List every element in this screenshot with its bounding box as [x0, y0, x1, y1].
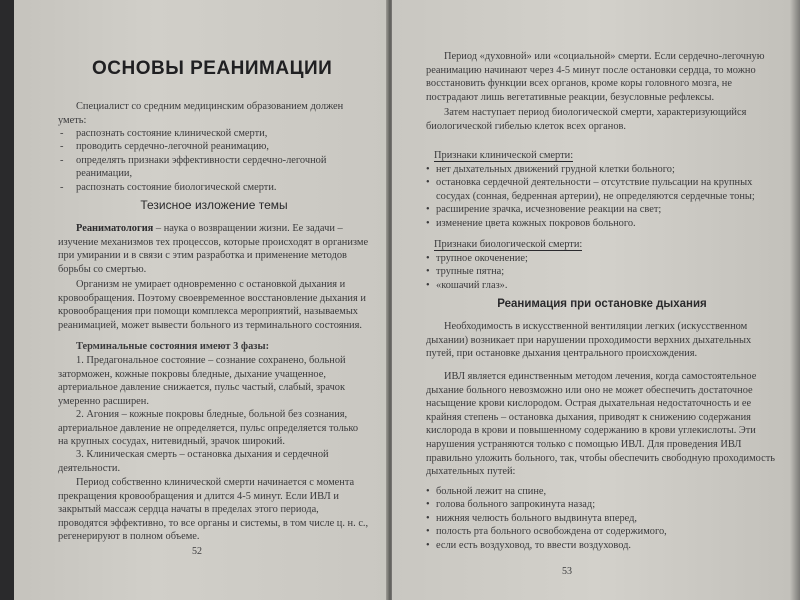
list-item: • трупное окоченение;: [426, 252, 778, 265]
bio-signs-list: [426, 252, 778, 292]
right-page-edge: [790, 0, 800, 600]
paragraph: ИВЛ является единственным методом лечения, когда самостоятельное дыхание больного невозможно или оно не может обеспечить достаточное насыщение крови кислородом. Острая дыхательная недостаточность и ее крайняя степень – остановка дыхания, приводят к снижению содержания кислорода в крови и повышенному содержанию в крови углекислоты. Эти нарушения устраняются только с помощью ИВЛ. Для проведения ИВЛ правильно уложить больного, так, чтобы обеспечить свободную проходимость дыхательных путей:: [426, 371, 776, 478]
left-page-edge: [0, 0, 14, 600]
clinical-heading-text: Признаки клинической смерти:: [434, 150, 574, 161]
page-number: 53: [562, 566, 572, 577]
list-item: • нижняя челюсть больного выдвинута вперед,: [426, 512, 778, 525]
clinical-signs-list: [426, 163, 778, 230]
term-definition: – наука о возвращении жизни. Ее задачи – изучение механизмов тех процессов, которые происходят в организме при умирании и в связи с этим разработка и применение методов борьбы со смертью.: [58, 223, 369, 275]
section-heading: Реанимация при остановке дыхания: [497, 298, 707, 310]
phase-item: 1. Предагональное состояние – сознание сохранено, больной заторможен, кожные покровы бледные, дыхание учащенное, артериальное давление снижается, пульс частый, слабый, зрачок умеренно расширен.: [58, 355, 346, 407]
list-item: - определять признаки эффективности сердечно-легочной реанимации,: [58, 154, 370, 181]
right-page: [392, 0, 800, 600]
intro-line: Специалист со средним медицинским образованием должен уметь:: [58, 101, 344, 126]
page-title: ОСНОВЫ РЕАНИМАЦИИ: [92, 58, 333, 79]
paragraph: [58, 222, 370, 276]
list-item: • если есть воздуховод, то ввести воздуховод.: [426, 539, 778, 552]
list-item: • полость рта больного освобождена от содержимого,: [426, 525, 778, 538]
section-heading: Тезисное изложение темы: [140, 198, 288, 212]
phase-item: 2. Агония – кожные покровы бледные, больной без сознания, артериальное давление не определяется, пульс определяется только на крупных сосудах, нитевидный, зрачок широкий.: [58, 409, 359, 448]
left-page: [0, 0, 388, 600]
paragraph: Период собственно клинической смерти начинается с момента прекращения кровообращения и длится 4-5 минут. Если ИВЛ и закрытый массаж сердца начаты в пределах этого периода, проводятся эффективно, то все органы и системы, в том числе ц. н. с., регенерируют в полном объеме.: [58, 477, 369, 543]
bio-heading-text: Признаки биологической смерти:: [434, 239, 583, 250]
list-item: - распознать состояние клинической смерти,: [58, 127, 370, 140]
list-item: • «кошачий глаз».: [426, 279, 778, 292]
intro-text: [58, 100, 370, 127]
list-item: • изменение цвета кожных покровов больного.: [426, 217, 778, 230]
list-item: • нет дыхательных движений грудной клетки больного;: [426, 163, 778, 176]
phases-heading: Терминальные состояния имеют 3 фазы:: [76, 341, 270, 352]
list-item: - проводить сердечно-легочной реанимацию,: [58, 140, 370, 153]
term-bold: Реаниматология: [76, 223, 154, 234]
bio-signs-heading: [434, 238, 778, 252]
list-item: • расширение зрачка, исчезновение реакции на свет;: [426, 203, 778, 216]
skills-list: [58, 127, 370, 194]
list-item: • остановка сердечной деятельности – отсутствие пульсации на крупных сосудах (сонная, бедренная артерии), не определяются сердечные тоны;: [426, 176, 778, 203]
paragraph: Период «духовной» или «социальной» смерти. Если сердечно-легочную реанимацию начинают через 4-5 минут после остановки сердца, то можно восстановить функции всех органов, кроме коры головного мозга, не пострадают лишь вегетативные реакции, безусловные рефлексы.: [426, 51, 765, 103]
page-number: 52: [192, 546, 202, 557]
ivl-steps-list: [426, 485, 778, 552]
list-item: • трупные пятна;: [426, 265, 778, 278]
list-item: • больной лежит на спине,: [426, 485, 778, 498]
paragraph: Организм не умирает одновременно с остановкой дыхания и кровообращения. Поэтому своевременное восстановление дыхания и кровообращения при помощи комплекса мероприятий, называемых реанимацией, может вывести больного из терминального состояния.: [58, 279, 366, 331]
paragraph: Необходимость в искусственной вентиляции легких (искусственном дыхании) возникает при нарушении проходимости верхних дыхательных путей, при остановке дыхания центрального происхождения.: [426, 321, 752, 360]
clinical-signs-heading: [434, 149, 778, 163]
list-item: - распознать состояние биологической смерти.: [58, 181, 370, 194]
phase-item: 3. Клиническая смерть – остановка дыхания и сердечной деятельности.: [58, 449, 329, 474]
list-item: • голова больного запрокинута назад;: [426, 498, 778, 511]
paragraph: Затем наступает период биологической смерти, характеризующийся биологической гибелью клеток всех органов.: [426, 107, 747, 132]
